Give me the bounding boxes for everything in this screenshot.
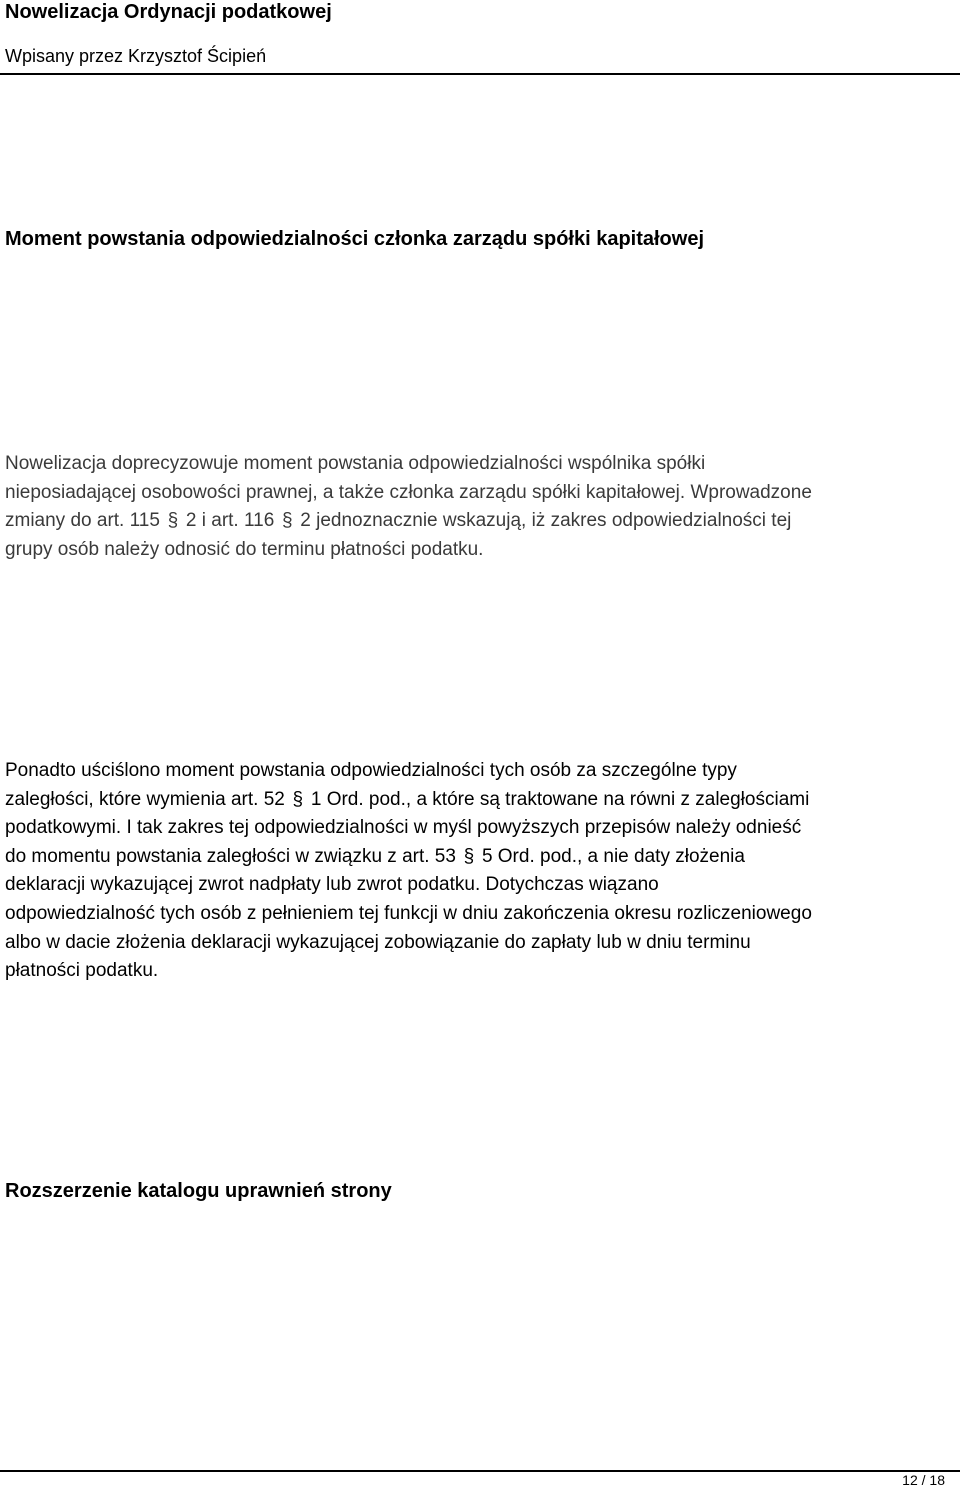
paragraph-line: Nowelizacja doprecyzowuje moment powstania odpowiedzialności wspólnika spółki: [5, 453, 706, 474]
section-heading-member-liability: Moment powstania odpowiedzialności członka zarządu spółki kapitałowej: [5, 228, 705, 250]
text-fragment: 2 i art. 116: [185, 510, 275, 532]
paragraph-line: podatkowymi. I tak zakres tej odpowiedzialności w myśl powyższych przepisów należy odnieść: [5, 817, 802, 839]
text-fragment: do momentu powstania zaległości w związku z art. 53: [5, 845, 456, 867]
text-fragment: 1 Ord. pod., a które są traktowane na równi z zaległościami: [310, 788, 810, 810]
paragraph-line: [5, 786, 960, 815]
paragraph-line: odpowiedzialność tych osób z pełnieniem tej funkcji w dniu zakończenia okresu rozliczeniowego: [5, 902, 812, 924]
page-number: 12 / 18: [902, 1472, 945, 1488]
section-heading-party-rights: Rozszerzenie katalogu uprawnień strony: [5, 1180, 392, 1202]
section-sign-icon: §: [281, 510, 293, 532]
paragraph-line: nieposiadającej osobowości prawnej, a także członka zarządu spółki kapitałowej. Wprowadzone: [5, 481, 812, 503]
paragraph-line: grupy osób należy odnosić do terminu płatności podatku.: [5, 538, 484, 560]
paragraph-amendment-liability: [5, 450, 960, 564]
paragraph-arrears-liability: [5, 757, 960, 986]
section-sign-icon: §: [292, 788, 304, 810]
text-fragment: zmiany do art. 115: [5, 510, 160, 532]
document-title: Nowelizacja Ordynacji podatkowej: [5, 1, 332, 23]
paragraph-line: płatności podatku.: [5, 960, 159, 982]
text-fragment: 2 jednoznacznie wskazują, iż zakres odpowiedzialności tej: [300, 510, 792, 532]
text-fragment: zaległości, które wymienia art. 52: [5, 788, 285, 810]
paragraph-line: [5, 843, 960, 872]
document-author: Wpisany przez Krzysztof Ścipień: [5, 46, 267, 66]
section-sign-icon: §: [463, 845, 475, 867]
text-fragment: 5 Ord. pod., a nie daty złożenia: [481, 845, 745, 867]
paragraph-line: Ponadto uściślono moment powstania odpowiedzialności tych osób za szczególne typy: [5, 760, 737, 781]
paragraph-line: deklaracji wykazującej zwrot nadpłaty lub zwrot podatku. Dotychczas wiązano: [5, 874, 659, 896]
footer-divider: [0, 1470, 960, 1472]
header-divider: [0, 73, 960, 75]
paragraph-line: albo w dacie złożenia deklaracji wykazującej zobowiązanie do zapłaty lub w dniu terminu: [5, 931, 751, 953]
section-sign-icon: §: [167, 510, 179, 532]
paragraph-line: [5, 507, 960, 536]
